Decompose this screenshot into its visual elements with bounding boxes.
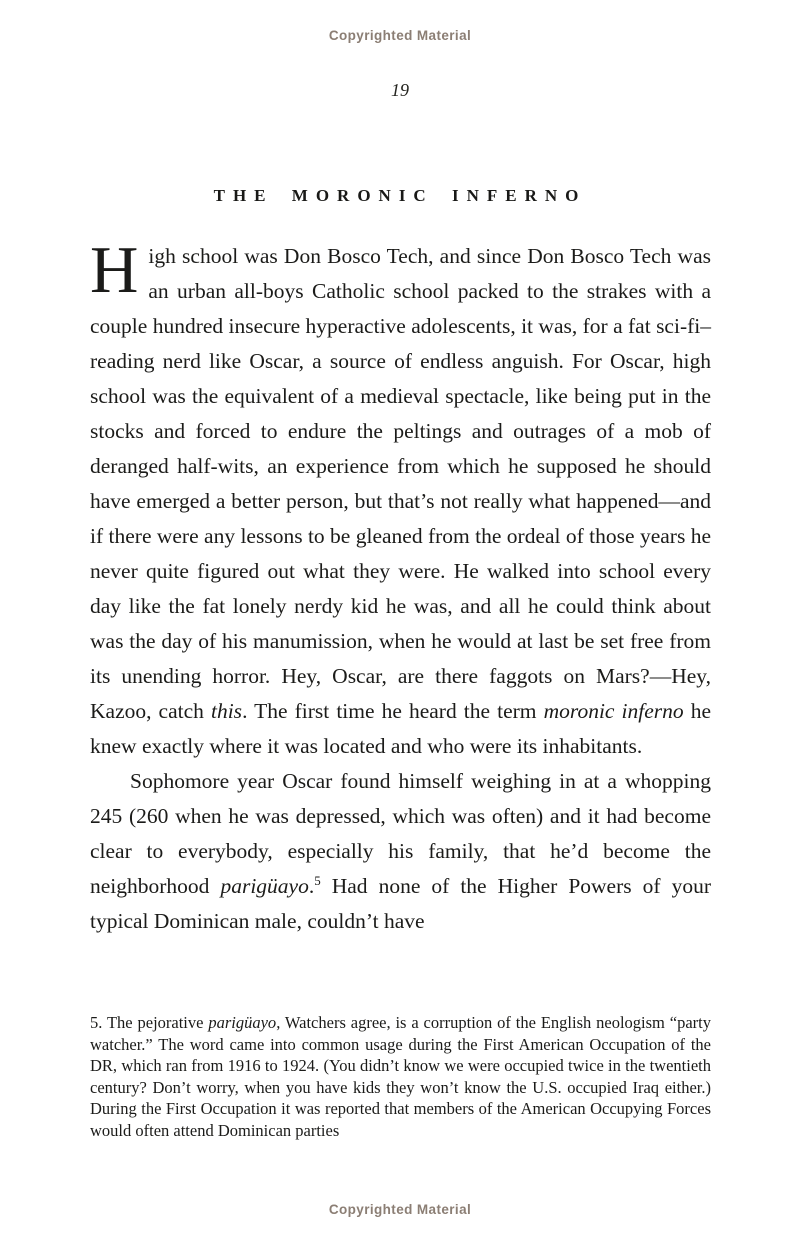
para1-text-2: . The first time he heard the term xyxy=(242,699,544,723)
para2-text-1: Sophomore year Oscar found himself weighing in at a whopping 245 (260 when he was depressed, which was often) and it had become clear to everybody, especially his family, that he’d become the neighborhood xyxy=(90,769,711,898)
footnote-italic-pariguayo: parigüayo xyxy=(208,1013,277,1032)
body-paragraph-1 xyxy=(90,233,712,764)
body-text xyxy=(90,233,712,939)
para1-text-1: igh school was Don Bosco Tech, and since Don Bosco Tech was an urban all-boys Catholic school packed to the strakes with a couple hundred insecure hyperactive adolescents, it was, for a fat sci-fi–reading nerd like Oscar, a source of endless anguish. For Oscar, high school was the equivalent of a medieval spectacle, like being put in the stocks and forced to endure the peltings and outrages of a mob of deranged half-wits, an experience from which he supposed he should have emerged a better person, but that’s not really what happened—and if there were any lessons to be gleaned from the ordeal of those years he never quite figured out what they were. He walked into school every day like the fat lonely nerdy kid he was, and all he could think about was the day of his manumission, when he would at last be set free from its unending horror. Hey, Oscar, are there faggots on Mars?—Hey, Kazoo, catch xyxy=(90,244,711,723)
body-paragraph-2 xyxy=(90,764,711,939)
footnote-text-1: 5. The pejorative xyxy=(90,1013,209,1032)
para1-italic-this: this xyxy=(210,699,243,723)
drop-cap: H xyxy=(90,233,139,307)
para2-text-3: Had none of the Higher Powers of your typical Dominican male, couldn’t have xyxy=(90,874,711,933)
footnote-block xyxy=(90,1012,711,1141)
chapter-title: THE MORONIC INFERNO xyxy=(213,186,587,205)
page-number: 19 xyxy=(391,80,409,100)
para1-text-3: he knew exactly where it was located and who were its inhabitants. xyxy=(90,699,712,758)
para2-italic-pariguayo: parigüayo xyxy=(220,874,309,898)
para1-italic-moronic-inferno: moronic inferno xyxy=(543,699,684,723)
copyright-notice-bottom: Copyrighted Material xyxy=(328,1202,472,1217)
copyright-notice-top: Copyrighted Material xyxy=(328,28,472,43)
footnote-reference-5: 5 xyxy=(314,872,321,888)
footnote-text-2: , Watchers agree, is a corruption of the English neologism “party watcher.” The word came into common usage during the First American Occupation of the DR, which ran from 1916 to 1924. (You didn’t know we were occupied twice in the twentieth century? Don’t worry, when you have kids they won’t know the U.S. occupied Iraq either.) During the First Occupation it was reported that members of the American Occupying Forces would often attend Dominican parties xyxy=(90,1013,711,1140)
para2-text-2: . xyxy=(308,874,315,898)
